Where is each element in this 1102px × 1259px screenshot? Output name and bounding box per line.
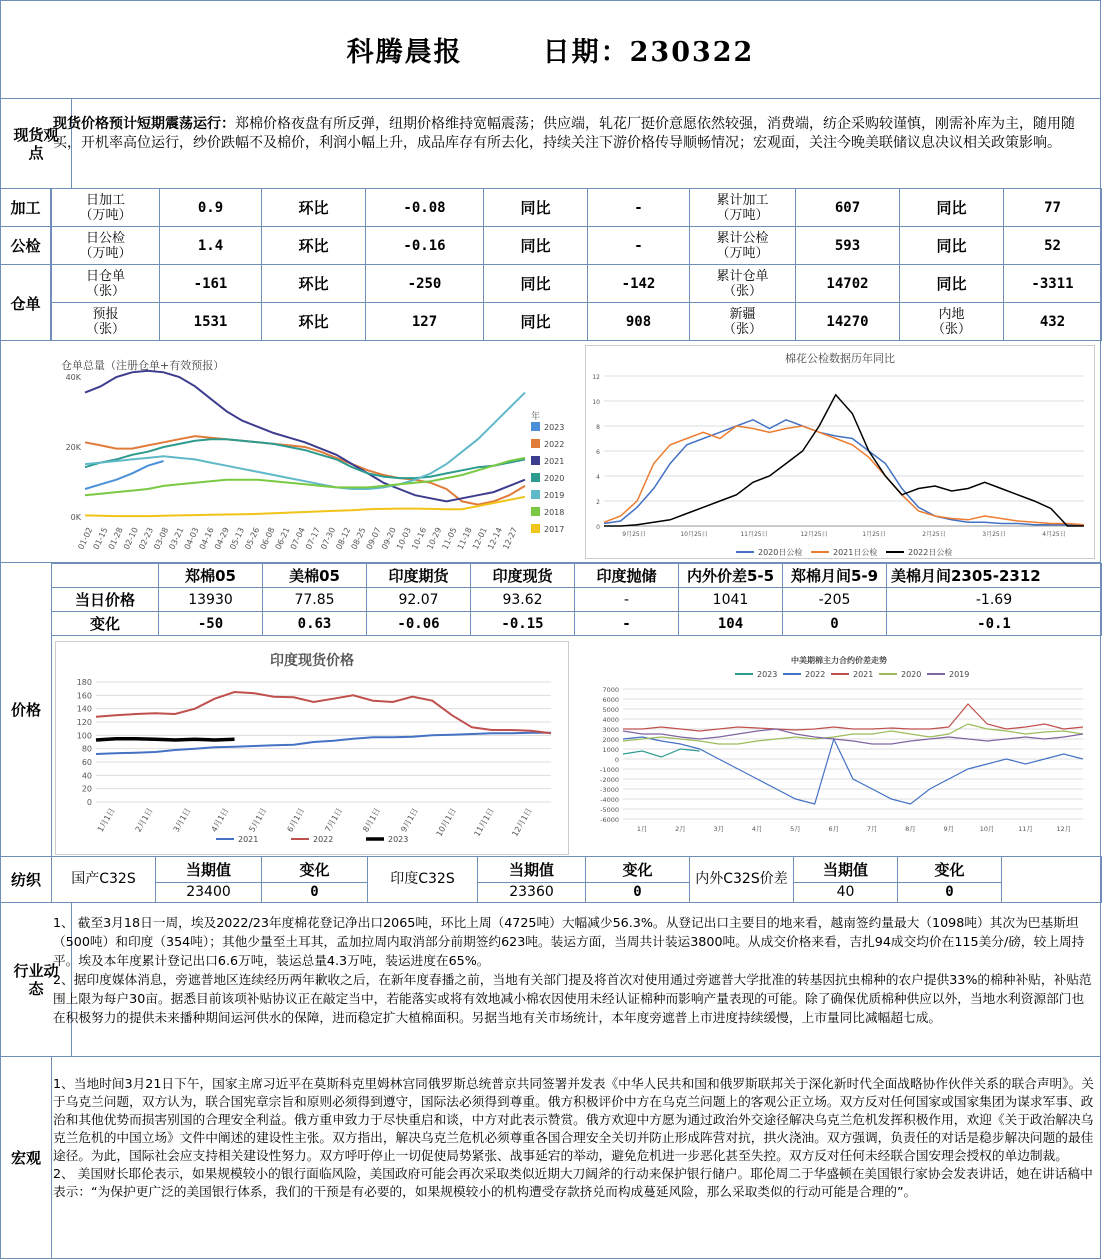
stat-value: 127 <box>366 303 484 341</box>
stat-value: -3311 <box>1004 265 1102 303</box>
series-line-2021 <box>96 733 551 754</box>
price-change-value: - <box>575 612 679 636</box>
spot-view-text <box>53 115 1094 153</box>
stats-row <box>52 303 1102 341</box>
x-tick-label: 08-12 <box>334 526 353 551</box>
x-tick-label: 03-08 <box>152 526 171 551</box>
x-tick-label: 07-17 <box>304 526 322 551</box>
stat-value: 14702 <box>796 265 900 303</box>
y-tick-label: 20K <box>65 443 81 452</box>
macro-paragraph-2: 2、 美国财长耶伦表示，如果规模较小的银行面临风险，美国政府可能会再次采取类似近期大刀阔斧的行动来保护银行储户。耶伦周二于华盛顿在美国银行家协会发表讲话，她在讲话稿中表示：“为保护更广泛的美国银行体系，我们的干预是有必要的，如果规模较小的机构遭受存款挤兑而构成蔓延风险，那么采取类似的行动可能是合理的”。 <box>53 1166 1093 1199</box>
y-tick-label: -2000 <box>600 776 619 784</box>
y-tick-label: 3000 <box>602 726 619 734</box>
x-tick-label: 5月 <box>790 825 801 833</box>
y-tick-label: 40 <box>81 771 92 781</box>
x-tick-label: 4月1日 <box>209 806 231 834</box>
legend-label: 2020日公检 <box>758 548 803 557</box>
charts-section <box>1 341 1100 563</box>
stats-row <box>52 189 1102 227</box>
processing-label: 加工 <box>1 189 51 227</box>
y-tick-label: 8 <box>596 424 600 431</box>
legend-label: 2018 <box>544 508 565 517</box>
legend-label: 2023 <box>388 835 409 844</box>
price-change-label: 变化 <box>52 612 159 636</box>
x-tick-label: 02-23 <box>137 526 156 551</box>
stat-value: 432 <box>1004 303 1102 341</box>
textile-empty-cell <box>1002 857 1102 903</box>
price-change-row <box>52 612 1102 636</box>
y-tick-label: 4 <box>596 474 600 481</box>
textile-value: 0 <box>586 882 690 902</box>
x-tick-label: 05-26 <box>243 526 262 551</box>
x-tick-label: 1月25日 <box>862 531 886 538</box>
macro-label: 宏观 <box>1 1057 52 1258</box>
y-tick-label: 6000 <box>602 696 619 704</box>
macro-section <box>1 1057 1100 1258</box>
stat-value: -250 <box>366 265 484 303</box>
stat-value: 607 <box>796 189 900 227</box>
stat-header: 环比 <box>262 227 366 265</box>
series-line-2023 <box>96 739 235 740</box>
x-tick-label: 2月25日 <box>922 531 946 538</box>
chart-title: 印度现货价格 <box>270 653 354 669</box>
stat-value: 1.4 <box>160 227 262 265</box>
industry-paragraph-1: 1、 截至3月18日一周，埃及2022/23年度棉花登记净出口2065吨，环比上周（4725吨）大幅减少56.3%。从登记出口主要目的地来看，越南签约量最大（1098吨）其次为巴基斯坦（500吨）和印度（354吨）；其他少量至土耳其，孟加拉周内取消部分前期签约623吨。装运方面，当周共计装运3800吨。从成交价格来看，吉扎94成交均价在115美分/磅，较上周持平。埃及本年度累计登记出口6.6万吨，装运总量4.3万吨，装运进度在65%。 <box>53 915 1085 968</box>
industry-section <box>1 903 1100 1057</box>
price-today-value: 77.85 <box>263 588 367 612</box>
series-line-2019 <box>85 393 525 489</box>
x-tick-label: 07-30 <box>319 526 338 551</box>
chart-title: 仓单总量（注册仓单+有效预报） <box>61 359 225 372</box>
warehouse-label: 仓单 <box>1 265 51 341</box>
textile-item-label: 国产C32S <box>52 857 156 903</box>
x-tick-label: 10-16 <box>410 526 429 551</box>
price-today-value: 92.07 <box>367 588 471 612</box>
stat-header: 同比 <box>900 227 1004 265</box>
x-tick-label: 09-07 <box>364 526 383 551</box>
x-tick-label: 10月25日 <box>680 531 708 538</box>
textile-value: 40 <box>794 882 898 902</box>
india-spot-chart <box>55 641 569 855</box>
textile-header: 变化 <box>586 857 690 883</box>
textile-header: 变化 <box>898 857 1002 883</box>
price-corner-cell <box>52 564 159 588</box>
price-header-row <box>52 564 1102 588</box>
x-tick-label: 6月 <box>828 825 840 833</box>
price-column-header: 美棉05 <box>263 564 367 588</box>
price-column-header: 印度现货 <box>471 564 575 588</box>
textile-value: 23400 <box>156 882 262 902</box>
price-change-value: 0.63 <box>263 612 367 636</box>
price-table <box>51 563 1102 636</box>
textile-label: 纺织 <box>1 857 52 902</box>
spot-view-label: 现货观点 <box>1 99 72 188</box>
stats-section <box>1 189 1100 341</box>
x-tick-label: 11月 <box>1018 825 1033 833</box>
x-tick-label: 12月1日 <box>510 806 534 839</box>
stat-header: 环比 <box>262 303 366 341</box>
inspection-label: 公检 <box>1 227 51 265</box>
stat-value: 593 <box>796 227 900 265</box>
stat-value: 0.9 <box>160 189 262 227</box>
legend-label: 2019 <box>544 491 565 500</box>
legend-label: 2022 <box>544 440 565 449</box>
stat-label: 内地 （张） <box>900 303 1004 341</box>
textile-header: 当期值 <box>478 857 586 883</box>
textile-value: 0 <box>262 882 368 902</box>
price-today-value: -1.69 <box>887 588 1102 612</box>
x-tick-label: 01-28 <box>106 526 125 551</box>
legend-swatch <box>531 473 540 482</box>
x-tick-label: 04-03 <box>182 526 201 551</box>
stat-value: 908 <box>588 303 690 341</box>
x-tick-label: 4月25日 <box>1042 531 1066 538</box>
x-tick-label: 1月 <box>636 825 648 833</box>
legend-label: 2023 <box>544 423 565 432</box>
stat-label: 预报 （张） <box>52 303 160 341</box>
series-line-2021 <box>623 704 1083 731</box>
stat-label: 日加工 （万吨） <box>52 189 160 227</box>
legend-label: 2022日公检 <box>908 548 953 557</box>
x-tick-label: 01-15 <box>91 526 110 551</box>
textile-row-1 <box>52 857 1102 883</box>
x-tick-label: 9月1日 <box>399 806 421 834</box>
price-today-value: -205 <box>783 588 887 612</box>
price-change-value: 0 <box>783 612 887 636</box>
y-tick-label: 0K <box>70 513 81 522</box>
price-column-header: 印度抛储 <box>575 564 679 588</box>
x-tick-label: 06-21 <box>273 526 292 551</box>
stat-header: 同比 <box>484 303 588 341</box>
legend-title: 年 <box>531 412 541 422</box>
legend-label: 2023 <box>757 670 778 679</box>
y-tick-label: -6000 <box>600 816 619 824</box>
price-column-header: 郑棉月间5-9 <box>783 564 887 588</box>
legend-label: 2021 <box>853 670 874 679</box>
y-tick-label: 20 <box>81 784 92 794</box>
textile-value: 23360 <box>478 882 586 902</box>
stat-label: 累计加工 （万吨） <box>690 189 796 227</box>
series-line-2021日公检 <box>604 426 1084 525</box>
x-tick-label: 04-16 <box>197 526 216 551</box>
price-column-header: 内外价差5-5 <box>679 564 783 588</box>
stat-value: 14270 <box>796 303 900 341</box>
stat-label: 累计公检 （万吨） <box>690 227 796 265</box>
x-tick-label: 08-25 <box>349 526 368 551</box>
report-header <box>1 1 1100 99</box>
x-tick-label: 12月 <box>1056 825 1072 833</box>
price-change-value: -0.06 <box>367 612 471 636</box>
y-tick-label: 40K <box>65 373 81 382</box>
x-tick-label: 8月1日 <box>361 806 383 834</box>
x-tick-label: 01-02 <box>76 526 95 551</box>
stat-header: 环比 <box>262 189 366 227</box>
chart-title: 棉花公检数据历年同比 <box>785 352 895 365</box>
legend-swatch <box>531 439 540 448</box>
y-tick-label: -3000 <box>600 786 619 794</box>
x-tick-label: 7月 <box>866 825 878 833</box>
y-tick-label: 5000 <box>602 706 619 714</box>
x-tick-label: 12-14 <box>486 526 505 551</box>
stat-value: 1531 <box>160 303 262 341</box>
price-section <box>1 563 1100 857</box>
legend-swatch <box>531 456 540 465</box>
legend-label: 2021 <box>238 835 259 844</box>
stat-value: - <box>588 227 690 265</box>
x-tick-label: 06-08 <box>258 526 277 551</box>
x-tick-label: 6月1日 <box>285 806 307 834</box>
legend-swatch <box>531 524 540 533</box>
stat-header: 同比 <box>900 189 1004 227</box>
textile-header: 变化 <box>262 857 368 883</box>
stat-value: - <box>588 189 690 227</box>
price-today-value: 1041 <box>679 588 783 612</box>
industry-paragraph-2: 2、据印度媒体消息，旁遮普地区连续经历两年歉收之后，在新年度春播之前，当地有关部门提及将首次对使用通过旁遮普大学批准的转基因抗虫棉种的农户提供33%的棉种补贴，补贴范围上限为每户30亩。据悉目前该项补贴协议正在敲定当中，若能落实或将有效地减小棉农因使用未经认证棉种而影响产量表现的可能。除了确保优质棉种供应以外，当地水利资源部门也在积极努力的提供未来播种期间运河供水的保障，进而稳定扩大植棉面积。另据当地有关市场统计，本年度旁遮普上市进度持续缓慢，上市量同比减幅超七成。 <box>53 972 1092 1025</box>
stats-table <box>51 188 1102 341</box>
stat-value: -0.08 <box>366 189 484 227</box>
series-line-2022 <box>623 737 1083 804</box>
warehouse-total-chart <box>55 347 565 557</box>
legend-label: 2022 <box>313 835 334 844</box>
y-tick-label: 0 <box>86 798 92 807</box>
y-tick-label: 2 <box>596 499 600 506</box>
x-tick-label: 12月25日 <box>800 531 828 538</box>
x-tick-label: 12-01 <box>470 526 489 551</box>
price-change-value: -50 <box>159 612 263 636</box>
price-today-value: 93.62 <box>471 588 575 612</box>
y-tick-label: 12 <box>592 374 600 381</box>
x-tick-label: 07-04 <box>288 526 307 551</box>
spot-view-headline: 现货价格预计短期震荡运行： <box>53 116 235 132</box>
stat-header: 同比 <box>900 265 1004 303</box>
x-tick-label: 5月1日 <box>247 806 269 834</box>
y-tick-label: 0 <box>614 756 619 764</box>
x-tick-label: 10月1日 <box>434 806 458 839</box>
y-tick-label: 4000 <box>602 716 619 724</box>
x-tick-label: 1月1日 <box>95 806 117 834</box>
legend-label: 2020 <box>544 474 565 483</box>
x-tick-label: 11-18 <box>455 526 474 551</box>
stat-header: 同比 <box>484 265 588 303</box>
y-tick-label: 6 <box>596 449 600 456</box>
y-tick-label: 140 <box>76 704 92 714</box>
price-column-header: 美棉月间2305-2312 <box>887 564 1102 588</box>
y-tick-label: -4000 <box>600 796 619 804</box>
series-line-2023 <box>85 461 164 489</box>
legend-label: 2017 <box>544 525 565 534</box>
legend-label: 2020 <box>901 670 922 679</box>
series-line-2023 <box>623 749 700 757</box>
report-date: 日期：230322 <box>542 37 755 68</box>
y-tick-label: 2000 <box>602 736 619 744</box>
x-tick-label: 02-10 <box>121 526 140 551</box>
stats-row <box>52 265 1102 303</box>
report-title: 科腾晨报 <box>346 37 463 68</box>
legend-swatch <box>531 422 540 431</box>
legend-label: 2019 <box>949 670 970 679</box>
x-tick-label: 04-29 <box>212 526 231 551</box>
series-line-2022日公检 <box>604 395 1084 526</box>
stat-value: -0.16 <box>366 227 484 265</box>
stat-value: 77 <box>1004 189 1102 227</box>
x-tick-label: 4月 <box>751 825 763 833</box>
legend-label: 2022 <box>805 670 826 679</box>
y-tick-label: 60 <box>81 758 92 767</box>
y-tick-label: -1000 <box>600 766 619 774</box>
series-line-2018 <box>85 458 525 495</box>
textile-header: 当期值 <box>156 857 262 883</box>
y-tick-label: 100 <box>76 731 92 741</box>
price-column-header: 郑棉05 <box>159 564 263 588</box>
cn-us-spread-chart <box>585 655 1093 853</box>
price-today-value: 13930 <box>159 588 263 612</box>
price-today-label: 当日价格 <box>52 588 159 612</box>
x-tick-label: 9月25日 <box>622 531 646 538</box>
legend-swatch <box>531 507 540 516</box>
stat-value: -161 <box>160 265 262 303</box>
stats-row <box>52 227 1102 265</box>
x-tick-label: 11-05 <box>440 526 459 551</box>
series-line-2019 <box>623 729 1083 744</box>
textile-value: 0 <box>898 882 1002 902</box>
industry-label: 行业动态 <box>1 903 72 1056</box>
x-tick-label: 11月1日 <box>472 806 496 839</box>
textile-header: 当期值 <box>794 857 898 883</box>
x-tick-label: 10-29 <box>425 526 444 551</box>
price-today-row <box>52 588 1102 612</box>
textile-item-label: 印度C32S <box>368 857 478 903</box>
x-tick-label: 05-13 <box>228 526 247 551</box>
textile-section <box>1 857 1100 903</box>
x-tick-label: 09-20 <box>379 526 398 551</box>
y-tick-label: 7000 <box>602 686 619 694</box>
legend-label: 2021日公检 <box>833 548 878 557</box>
y-tick-label: 1000 <box>602 746 619 754</box>
stat-header: 同比 <box>484 227 588 265</box>
y-tick-label: 10 <box>592 399 600 406</box>
price-column-header: 印度期货 <box>367 564 471 588</box>
x-tick-label: 2月 <box>675 825 686 833</box>
x-tick-label: 7月1日 <box>323 806 345 834</box>
x-tick-label: 12-27 <box>501 526 520 551</box>
x-tick-label: 11月25日 <box>740 531 768 538</box>
x-tick-label: 10月 <box>979 825 995 833</box>
spot-view-body: 郑棉价格夜盘有所反弹，纽期价格维持宽幅震荡；供应端，轧花厂挺价意愿依然较强，消费端，纺企采购较谨慎，刚需补库为主，随用随买，开机率高位运行，纱价跌幅不及棉价，利润小幅上升，成品库存有所去化，持续关注下游价格传导顺畅情况；宏观面，关注今晚美联储议息决议相关政策影响。 <box>53 116 1075 151</box>
stat-header: 环比 <box>262 265 366 303</box>
y-tick-label: 120 <box>76 718 92 727</box>
textile-table <box>51 856 1102 903</box>
y-tick-label: -5000 <box>600 806 619 814</box>
stat-label: 日公检 （万吨） <box>52 227 160 265</box>
textile-row-2 <box>52 882 1102 902</box>
x-tick-label: 10-03 <box>395 526 414 551</box>
spot-view-section <box>1 99 1100 189</box>
x-tick-label: 3月1日 <box>171 806 193 834</box>
x-tick-label: 2月1日 <box>133 806 155 834</box>
x-tick-label: 3月 <box>713 825 725 833</box>
stat-value: 52 <box>1004 227 1102 265</box>
legend-swatch <box>531 490 540 499</box>
y-tick-label: 160 <box>76 691 92 701</box>
series-line-2020日公检 <box>604 420 1084 525</box>
chart-title: 中美期棉主力合约价差走势 <box>791 656 887 665</box>
price-change-value: 104 <box>679 612 783 636</box>
price-today-value: - <box>575 588 679 612</box>
y-tick-label: 0 <box>596 524 600 531</box>
stat-label: 累计仓单 （张） <box>690 265 796 303</box>
x-tick-label: 03-21 <box>167 526 186 551</box>
x-tick-label: 3月25日 <box>982 531 1006 538</box>
inspection-yoy-chart <box>585 345 1095 559</box>
macro-paragraph-1: 1、当地时间3月21日下午，国家主席习近平在莫斯科克里姆林宫同俄罗斯总统普京共同签署并发表《中华人民共和国和俄罗斯联邦关于深化新时代全面战略协作伙伴关系的联合声明》。关于乌克兰问题，双方认为，联合国宪章宗旨和原则必须得到遵守，国际法必须得到尊重。俄方积极评价中方在乌克兰问题上的客观公正立场。双方反对任何国家或国家集团为谋求军事、政治和其他优势而损害别国的合理安全利益。俄方重申致力于尽快重启和谈，中方对此表示赞赏。俄方欢迎中方愿为通过政治外交途径解决乌克兰危机发挥积极作用，欢迎《关于政治解决乌克兰危机的中国立场》文件中阐述的建设性主张。双方指出，解决乌克兰危机必须尊重各国合理安全关切并防止形成阵营对抗，拱火浇油。双方强调，负责任的对话是稳步解决问题的最佳途径。为此，国际社会应支持相关建设性努力。双方呼吁停止一切促使局势紧张、战事延宕的举动，避免危机进一步恶化甚至失控。双方反对任何未经联合国安理会授权的单边制裁。 <box>53 1076 1094 1163</box>
price-change-value: -0.15 <box>471 612 575 636</box>
y-tick-label: 80 <box>81 744 92 754</box>
legend-label: 2021 <box>544 457 565 466</box>
price-change-value: -0.1 <box>887 612 1102 636</box>
stat-label: 日仓单 （张） <box>52 265 160 303</box>
stat-label: 新疆 （张） <box>690 303 796 341</box>
x-tick-label: 9月 <box>943 825 955 833</box>
series-line-2022 <box>96 692 551 733</box>
y-tick-label: 180 <box>76 678 92 687</box>
textile-item-label: 内外C32S价差 <box>690 857 794 903</box>
price-label: 价格 <box>1 563 52 856</box>
stat-value: -142 <box>588 265 690 303</box>
stat-header: 同比 <box>484 189 588 227</box>
x-tick-label: 8月 <box>905 825 916 833</box>
